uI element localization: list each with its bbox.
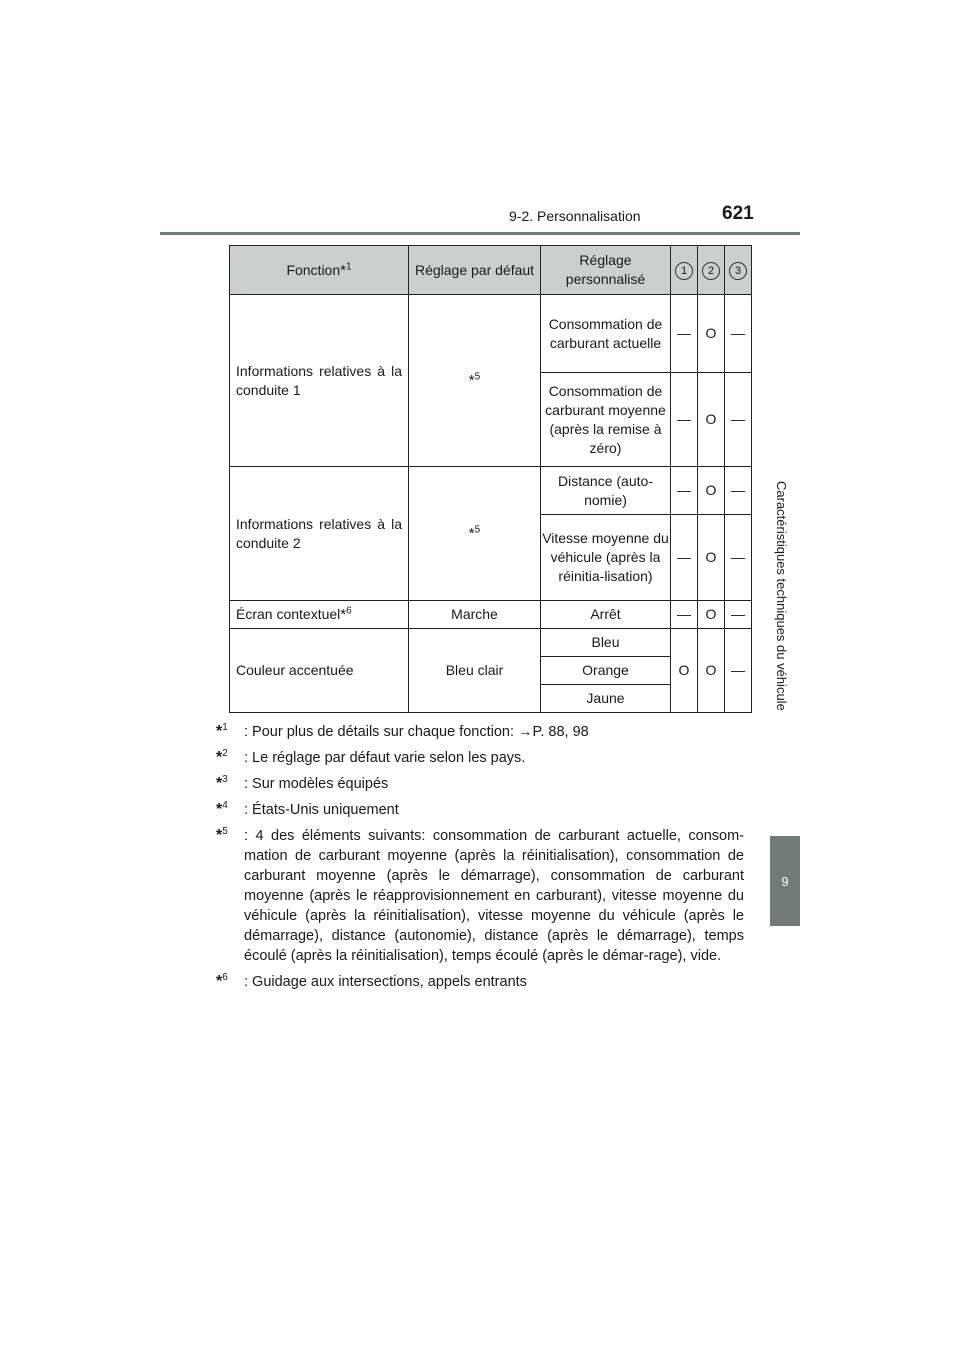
chapter-number: 9 [781, 873, 789, 889]
footnote-marker: * [468, 372, 475, 389]
footnote-marker: * [216, 749, 223, 766]
custom-cell: Orange [541, 657, 671, 685]
mark-cell: — [671, 373, 698, 467]
mark-cell: — [671, 295, 698, 373]
circle-2-icon: 2 [702, 262, 720, 280]
mark-cell: O [698, 373, 725, 467]
mark-cell: — [725, 373, 752, 467]
custom-cell: Consommation de carburant moyenne (après la remise à zéro) [541, 373, 671, 467]
chapter-tab [770, 836, 800, 926]
mark-cell: — [671, 601, 698, 629]
circle-3-icon: 3 [729, 262, 747, 280]
footnote: *$^3$ : Sur modèles équipés [216, 774, 389, 792]
footnote-marker: * [216, 775, 223, 792]
default-cell: Bleu clair [409, 629, 541, 713]
header-default: Réglage par défaut [409, 246, 541, 295]
header-rule [160, 232, 800, 235]
mark-cell: — [671, 515, 698, 601]
mark-cell: O [698, 601, 725, 629]
header-col-1 [671, 246, 698, 295]
default-cell: *$^5$ [409, 467, 541, 601]
footnote: *$^2$ : Le réglage par défaut varie selon les pays. [216, 748, 526, 766]
custom-cell: Vitesse moyenne du véhicule (après la réinitia-lisation) [541, 515, 671, 601]
mark-cell: — [725, 515, 752, 601]
mark-cell: — [725, 467, 752, 515]
footnote-marker: * [468, 525, 475, 542]
custom-cell: Bleu [541, 629, 671, 657]
footnote-marker: * [340, 261, 346, 279]
footnote-marker: * [340, 606, 347, 623]
footnote: *$^1$ : Pour plus de détails sur chaque fonction: →P. 88, 98 [216, 722, 589, 740]
circle-1-icon: 1 [675, 262, 693, 280]
settings-table [229, 245, 752, 713]
mark-cell: O [698, 467, 725, 515]
header-function: Fonction*$^1$ [230, 246, 409, 295]
default-cell: *$^5$ [409, 295, 541, 467]
function-cell: Couleur accentuée [230, 629, 409, 713]
mark-cell: — [671, 467, 698, 515]
mark-cell: O [698, 295, 725, 373]
custom-cell: Jaune [541, 685, 671, 713]
footnote-marker: * [216, 827, 223, 844]
table-row [230, 601, 752, 629]
footnote: *$^4$ : États-Unis uniquement [216, 800, 399, 818]
section-title: 9-2. Personnalisation [509, 208, 641, 224]
header-col-2 [698, 246, 725, 295]
function-cell: Écran contextuel*$^6$ [230, 601, 409, 629]
default-cell: Marche [409, 601, 541, 629]
footnote: *$^6$ : Guidage aux intersections, appels entrants [216, 972, 527, 990]
footnotes [216, 722, 744, 998]
mark-cell: — [725, 629, 752, 713]
footnote: *$^5$ : 4 des éléments suivants: consommation de carburant actuelle, consom-mation de carburant moyenne (après la réinitialisation), consommation de carburant moyenne (après le démarrage), consommation de carburant moyenne (après le réapprovisionnement en carburant), vitesse moyenne du véhicule (après la réinitialisation), vitesse moyenne du véhicule (après le démarrage), distance (autonomie), distance (après le démarrage), temps écoulé (après la réinitialisation), temps écoulé (après le démar-rage), vide. [216, 826, 744, 964]
function-cell: Informations relatives à la conduite 2 [230, 467, 409, 601]
mark-cell: O [671, 629, 698, 713]
mark-cell: O [698, 629, 725, 713]
custom-cell: Arrêt [541, 601, 671, 629]
custom-cell: Consommation de carburant actuelle [541, 295, 671, 373]
function-cell: Informations relatives à la conduite 1 [230, 295, 409, 467]
table-header-row [230, 246, 752, 295]
mark-cell: O [698, 515, 725, 601]
table-row [230, 467, 752, 515]
chapter-title: Caractéristiques techniques du véhicule [774, 481, 789, 711]
table-row [230, 295, 752, 373]
header-col-3 [725, 246, 752, 295]
mark-cell: — [725, 601, 752, 629]
footnote-marker: * [216, 801, 223, 818]
mark-cell: — [725, 295, 752, 373]
footnote-marker: * [216, 973, 223, 990]
custom-cell: Distance (auto-nomie) [541, 467, 671, 515]
page-number: 621 [722, 203, 754, 224]
table-row [230, 629, 752, 657]
footnote-marker: * [216, 723, 223, 740]
header-custom: Réglage personnalisé [541, 246, 671, 295]
